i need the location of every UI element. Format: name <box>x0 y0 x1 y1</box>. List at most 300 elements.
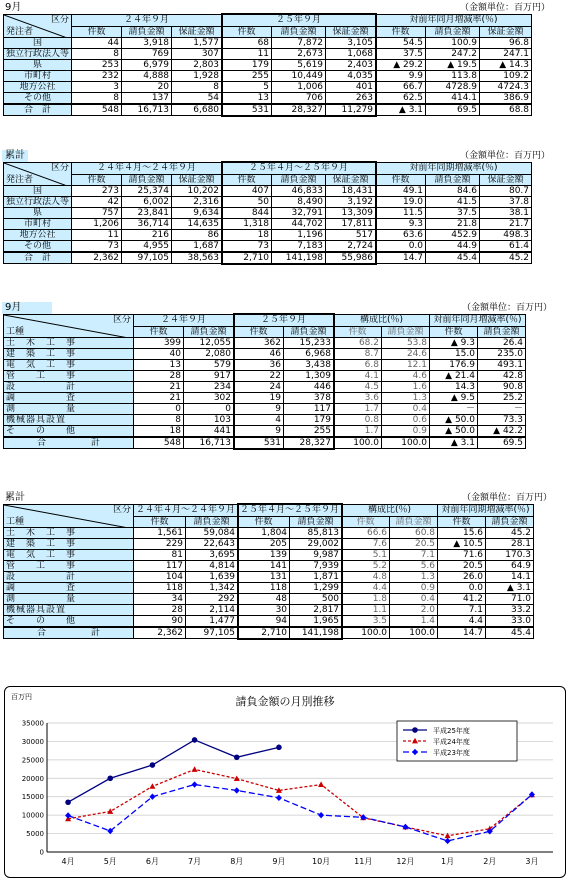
table-row <box>4 561 534 572</box>
row-label: 調 査 <box>4 393 134 404</box>
table-cell: 292 <box>186 594 238 605</box>
table-cell: 2,403 <box>326 60 376 71</box>
table-cell: 386.9 <box>480 93 532 105</box>
column-header: 保証金額 <box>480 26 532 38</box>
table-row <box>4 338 526 349</box>
unit-label: （金額単位：百万円） <box>462 493 553 503</box>
column-header: 件数 <box>238 516 290 528</box>
total-cell: 45.4 <box>486 627 534 639</box>
table-cell: 263 <box>326 93 376 105</box>
total-label: 合 計 <box>4 104 72 116</box>
table-cell: ▲ 50.0 <box>430 426 478 438</box>
row-label: 県 <box>4 208 72 219</box>
table-cell: 0.8 <box>334 415 382 426</box>
table-cell: 4.5 <box>334 382 382 393</box>
table-cell: 8.7 <box>334 349 382 360</box>
data-point <box>318 781 324 787</box>
table-cell: 28.1 <box>486 539 534 550</box>
table-cell: 229 <box>134 539 186 550</box>
total-row <box>4 627 534 639</box>
section-title: 9月 <box>2 302 52 314</box>
monthly-contract-amount-chart <box>5 687 565 877</box>
table-cell: 36,714 <box>122 219 172 230</box>
table-cell: 41.2 <box>438 594 486 605</box>
table-cell: 38.1 <box>480 208 532 219</box>
row-label: 測 量 <box>4 404 134 415</box>
column-header: 請負金額 <box>272 174 326 186</box>
row-label: 機械器具設置 <box>4 605 134 616</box>
table-cell: 179 <box>284 415 334 426</box>
table-cell: 302 <box>184 393 234 404</box>
table-cell: 7,939 <box>290 561 342 572</box>
section-title: 累計 <box>2 150 28 162</box>
column-header: 請負金額 <box>122 26 172 38</box>
table-cell: 1,577 <box>172 38 222 49</box>
data-point <box>107 808 113 814</box>
unit-label: （金額単位：百万円） <box>460 3 551 13</box>
group-header: ２５年９月 <box>222 15 376 27</box>
table-cell: 21 <box>134 382 184 393</box>
total-label: 合 計 <box>4 437 134 449</box>
table-cell: 917 <box>184 371 234 382</box>
row-label: 管 工 事 <box>4 561 134 572</box>
table-cell: 0.9 <box>390 583 438 594</box>
table-cell: 10,449 <box>272 71 326 82</box>
table-cell: 247.2 <box>426 49 480 60</box>
corner-bottom-label: 工種 <box>6 517 25 527</box>
data-point <box>276 745 282 751</box>
table-cell: 247.1 <box>480 49 532 60</box>
table-cell: 3,438 <box>284 360 334 371</box>
table-cell: 0.0 <box>438 583 486 594</box>
table-cell: 4724.3 <box>480 82 532 93</box>
row-label: 設 計 <box>4 382 134 393</box>
table-cell: 170.3 <box>486 550 534 561</box>
section-title: 9月 <box>5 2 22 13</box>
table-row <box>4 349 526 360</box>
x-tick-label: 5月 <box>103 857 117 866</box>
table-cell: 15.6 <box>438 528 486 539</box>
table-cell: 62.5 <box>376 93 426 105</box>
x-tick-label: 7月 <box>188 857 202 866</box>
table-row <box>4 241 532 253</box>
total-cell: 141,198 <box>272 252 326 264</box>
table-cell: 8,490 <box>272 197 326 208</box>
table-cell: 1,639 <box>186 572 238 583</box>
table-cell: 4728.9 <box>426 82 480 93</box>
x-tick-label: 2月 <box>483 857 497 866</box>
table-cell: 1,206 <box>72 219 122 230</box>
table-row <box>4 82 532 93</box>
table-cell: 9 <box>234 426 284 438</box>
column-header: 請負金額 <box>390 516 438 528</box>
table-cell: 18 <box>134 426 184 438</box>
group-header: ２４年４月～２４年９月 <box>72 163 222 175</box>
total-cell: 16,713 <box>122 104 172 116</box>
column-header: 保証金額 <box>326 174 376 186</box>
table-cell: 30 <box>238 605 290 616</box>
row-label: 土 木 工 事 <box>4 528 134 539</box>
table-cell: 1.3 <box>390 572 438 583</box>
table-cell: ▲ 3.1 <box>486 583 534 594</box>
table-cell: 2,724 <box>326 241 376 253</box>
table-cell: 0.9 <box>382 426 430 438</box>
table-row <box>4 371 526 382</box>
table-cell: 11 <box>72 230 122 241</box>
row-label: 電 気 工 事 <box>4 360 134 371</box>
column-header: 請負金額 <box>184 326 234 338</box>
table-cell: 362 <box>234 338 284 349</box>
column-header: 請負金額 <box>290 516 342 528</box>
table-cell: 1,477 <box>186 616 238 628</box>
table-cell: 4.4 <box>342 583 390 594</box>
table-cell: 41.5 <box>426 197 480 208</box>
table-cell: 46,833 <box>272 186 326 197</box>
y-tick-label: 15000 <box>21 793 44 802</box>
table-cell: 131 <box>238 572 290 583</box>
column-header: 保証金額 <box>480 174 532 186</box>
table-cell: 45.2 <box>486 528 534 539</box>
work-table-cumulative <box>3 504 534 639</box>
table-cell: 66.6 <box>342 528 390 539</box>
table-cell: 0.4 <box>390 594 438 605</box>
table-cell: 441 <box>184 426 234 438</box>
total-cell: 69.5 <box>426 104 480 116</box>
table-cell: 4,035 <box>326 71 376 82</box>
table-cell: 24 <box>234 382 284 393</box>
table-cell: 0 <box>134 404 184 415</box>
table-cell: ▲ 29.2 <box>376 60 426 71</box>
table-cell: 8 <box>72 93 122 105</box>
table-row <box>4 49 532 60</box>
table-cell: 176.9 <box>430 360 478 371</box>
y-tick-label: 10000 <box>21 811 44 820</box>
table-cell: 0.6 <box>382 415 430 426</box>
column-header: 請負金額 <box>478 326 526 338</box>
corner-top-label: 区分 <box>112 505 131 515</box>
column-header: 請負金額 <box>284 326 334 338</box>
column-header: 件数 <box>438 516 486 528</box>
legend-label: 平成24年度 <box>433 738 470 746</box>
row-label: 独立行政法人等 <box>4 49 72 60</box>
corner-bottom-label: 工種 <box>6 327 25 337</box>
group-header: ２４年９月 <box>72 15 222 27</box>
total-cell: 2,362 <box>72 252 122 264</box>
corner-top-label: 区分 <box>51 15 70 25</box>
table-cell: 3,695 <box>186 550 238 561</box>
table-row <box>4 186 532 197</box>
legend-label: 平成23年度 <box>433 749 470 757</box>
table-cell: 255 <box>222 71 272 82</box>
table-cell: 9.9 <box>376 71 426 82</box>
table-cell: 452.9 <box>426 230 480 241</box>
table-cell: 769 <box>122 49 172 60</box>
total-label: 合 計 <box>4 627 134 639</box>
table-row <box>4 60 532 71</box>
table-cell: 14.1 <box>486 572 534 583</box>
work-table-month <box>3 314 526 449</box>
table-cell: 68.2 <box>334 338 382 349</box>
table-cell: 498.3 <box>480 230 532 241</box>
table-cell: 26.4 <box>478 338 526 349</box>
table-cell: 90 <box>134 616 186 628</box>
table-row <box>4 208 532 219</box>
total-cell: ▲ 3.1 <box>430 437 478 449</box>
table-cell: ▲ 14.3 <box>480 60 532 71</box>
table-cell: 13,309 <box>326 208 376 219</box>
table-row <box>4 605 534 616</box>
row-label: 独立行政法人等 <box>4 197 72 208</box>
row-label: 設 計 <box>4 572 134 583</box>
table-cell: 11 <box>222 49 272 60</box>
row-label: 建 築 工 事 <box>4 349 134 360</box>
table-cell: 81 <box>134 550 186 561</box>
table-cell: 137 <box>122 93 172 105</box>
x-tick-label: 4月 <box>61 857 75 866</box>
table-cell: 9,634 <box>172 208 222 219</box>
x-tick-label: 3月 <box>525 857 539 866</box>
table-cell: 9 <box>234 404 284 415</box>
table-cell: 44.9 <box>426 241 480 253</box>
table-row <box>4 360 526 371</box>
total-cell: 141,198 <box>290 627 342 639</box>
corner-top-label: 区分 <box>112 315 131 325</box>
table-cell: 1.8 <box>342 594 390 605</box>
total-cell: 14.7 <box>376 252 426 264</box>
table-cell: 2.0 <box>390 605 438 616</box>
table-cell: 2,803 <box>172 60 222 71</box>
table-cell: 13 <box>134 360 184 371</box>
table-row <box>4 528 534 539</box>
column-header: 件数 <box>342 516 390 528</box>
table-row <box>4 616 534 628</box>
table-cell: 7.6 <box>342 539 390 550</box>
table-cell: 25.2 <box>478 393 526 404</box>
table-cell: 757 <box>72 208 122 219</box>
table-cell: 11.5 <box>376 208 426 219</box>
y-tick-label: 5000 <box>26 830 44 839</box>
table-cell: 94 <box>238 616 290 628</box>
table-cell: 179 <box>222 60 272 71</box>
table-cell: ▲ 9.3 <box>430 338 478 349</box>
table-cell: 8 <box>134 415 184 426</box>
row-label: 地方公社 <box>4 230 72 241</box>
column-header: 請負金額 <box>186 516 238 528</box>
column-header: 件数 <box>72 174 122 186</box>
y-tick-label: 0 <box>39 848 44 857</box>
column-header: 件数 <box>430 326 478 338</box>
corner-bottom-label: 発注者 <box>6 175 34 185</box>
row-label: 国 <box>4 186 72 197</box>
corner-header <box>4 15 72 38</box>
total-cell: 14.7 <box>438 627 486 639</box>
data-point <box>234 754 240 760</box>
table-cell: 59,084 <box>186 528 238 539</box>
column-header: 件数 <box>222 26 272 38</box>
data-point <box>276 795 282 801</box>
corner-header <box>4 163 72 186</box>
table-cell: 500 <box>290 594 342 605</box>
unit-label: （金額単位：百万円） <box>462 303 553 313</box>
table-cell: 25,374 <box>122 186 172 197</box>
table-cell: 66.7 <box>376 82 426 93</box>
table-cell: 5.6 <box>390 561 438 572</box>
table-cell: 253 <box>72 60 122 71</box>
table-cell: 1.6 <box>382 382 430 393</box>
column-header: 保証金額 <box>172 26 222 38</box>
table-cell: 414.1 <box>426 93 480 105</box>
table-cell: 63.6 <box>376 230 426 241</box>
row-label: 機械器具設置 <box>4 415 134 426</box>
table-cell: 1,309 <box>284 371 334 382</box>
table-cell: 60.8 <box>390 528 438 539</box>
table-cell: 4,888 <box>122 71 172 82</box>
row-label: そ の 他 <box>4 426 134 438</box>
x-tick-label: 1月 <box>441 857 455 866</box>
corner-top-label: 区分 <box>51 163 70 173</box>
table-cell: 141 <box>238 561 290 572</box>
table-cell: － <box>430 404 478 415</box>
table-cell: 139 <box>238 550 290 561</box>
table-cell: 73.3 <box>478 415 526 426</box>
table-cell: 6,002 <box>122 197 172 208</box>
table-row <box>4 382 526 393</box>
table-cell: 4,814 <box>186 561 238 572</box>
table-cell: 22 <box>234 371 284 382</box>
table-cell: ▲ 9.5 <box>430 393 478 404</box>
total-row <box>4 104 532 116</box>
table-cell: 1,965 <box>290 616 342 628</box>
row-label: 県 <box>4 60 72 71</box>
y-tick-label: 35000 <box>21 719 44 728</box>
table-cell: 10,202 <box>172 186 222 197</box>
table-cell: 12,055 <box>184 338 234 349</box>
table-cell: 4,955 <box>122 241 172 253</box>
table-cell: 6.8 <box>334 360 382 371</box>
corner-header <box>4 505 134 528</box>
table-cell: 7.1 <box>438 605 486 616</box>
series-line <box>68 740 279 802</box>
data-point <box>65 799 71 805</box>
table-cell: 13 <box>222 93 272 105</box>
total-label: 合 計 <box>4 252 72 264</box>
column-header: 請負金額 <box>272 26 326 38</box>
table-cell: 2,316 <box>172 197 222 208</box>
data-point <box>107 775 113 781</box>
data-point <box>149 794 155 800</box>
table-cell: 446 <box>284 382 334 393</box>
table-cell: 33.0 <box>486 616 534 628</box>
group-header: 対前年同期増減率(％) <box>376 163 532 175</box>
column-header: 保証金額 <box>326 26 376 38</box>
data-point <box>65 812 71 818</box>
table-cell: 86 <box>172 230 222 241</box>
table-cell: 9.3 <box>376 219 426 230</box>
legend-label: 平成25年度 <box>433 727 470 735</box>
table-cell: 90.8 <box>478 382 526 393</box>
table-row <box>4 197 532 208</box>
table-cell: 49.1 <box>376 186 426 197</box>
group-header: ２５年４月～２５年９月 <box>222 163 376 175</box>
data-point <box>192 781 198 787</box>
table-cell: 40 <box>134 349 184 360</box>
row-label: 市町村 <box>4 71 72 82</box>
table-cell: 12.1 <box>382 360 430 371</box>
table-cell: 28 <box>134 605 186 616</box>
y-tick-label: 25000 <box>21 756 44 765</box>
table-cell: 1,068 <box>326 49 376 60</box>
table-cell: 37.5 <box>426 208 480 219</box>
table-row <box>4 393 526 404</box>
table-cell: 235.0 <box>478 349 526 360</box>
table-cell: 232 <box>72 71 122 82</box>
table-cell: 3 <box>72 82 122 93</box>
table-cell: 20.5 <box>390 539 438 550</box>
orderer-table-cumulative <box>3 162 532 264</box>
total-cell: 531 <box>222 104 272 116</box>
table-cell: 54 <box>172 93 222 105</box>
table-cell: 4 <box>234 415 284 426</box>
table-cell: 1,318 <box>222 219 272 230</box>
table-cell: 1,804 <box>238 528 290 539</box>
total-cell: 45.2 <box>480 252 532 264</box>
table-cell: 117 <box>134 561 186 572</box>
row-label: 測 量 <box>4 594 134 605</box>
total-cell: 2,362 <box>134 627 186 639</box>
table-cell: 216 <box>122 230 172 241</box>
table-cell: 234 <box>184 382 234 393</box>
table-cell: 34 <box>134 594 186 605</box>
table-cell: 7,872 <box>272 38 326 49</box>
table-cell: 23,841 <box>122 208 172 219</box>
table-cell: 33.2 <box>486 605 534 616</box>
chart-frame <box>4 686 566 878</box>
row-label: 市町村 <box>4 219 72 230</box>
table-cell: ▲ 19.5 <box>426 60 480 71</box>
table-cell: 15,233 <box>284 338 334 349</box>
column-header: 請負金額 <box>382 326 430 338</box>
row-label: 土 木 工 事 <box>4 338 134 349</box>
total-cell: 16,713 <box>184 437 234 449</box>
table-cell: 100.9 <box>426 38 480 49</box>
table-cell: 5.2 <box>342 561 390 572</box>
table-cell: 7.1 <box>390 550 438 561</box>
table-cell: 579 <box>184 360 234 371</box>
table-cell: 118 <box>134 583 186 594</box>
total-cell: 548 <box>72 104 122 116</box>
column-header: 件数 <box>72 26 122 38</box>
data-point <box>318 812 324 818</box>
table-cell: 307 <box>172 49 222 60</box>
column-header: 件数 <box>334 326 382 338</box>
group-header: ２５年４月～２５年９月 <box>238 505 342 517</box>
table-row <box>4 415 526 426</box>
row-label: そ の 他 <box>4 616 134 628</box>
table-cell: 44 <box>72 38 122 49</box>
table-cell: 1,006 <box>272 82 326 93</box>
table-cell: 64.9 <box>486 561 534 572</box>
column-header: 保証金額 <box>172 174 222 186</box>
table-cell: 37.5 <box>376 49 426 60</box>
table-cell: 80.7 <box>480 186 532 197</box>
table-cell: 26.0 <box>438 572 486 583</box>
chart-title: 請負金額の月別推移 <box>235 695 335 708</box>
table-cell: 61.4 <box>480 241 532 253</box>
table-cell: 48 <box>238 594 290 605</box>
table-row <box>4 583 534 594</box>
table-cell: 36 <box>234 360 284 371</box>
total-row <box>4 437 526 449</box>
